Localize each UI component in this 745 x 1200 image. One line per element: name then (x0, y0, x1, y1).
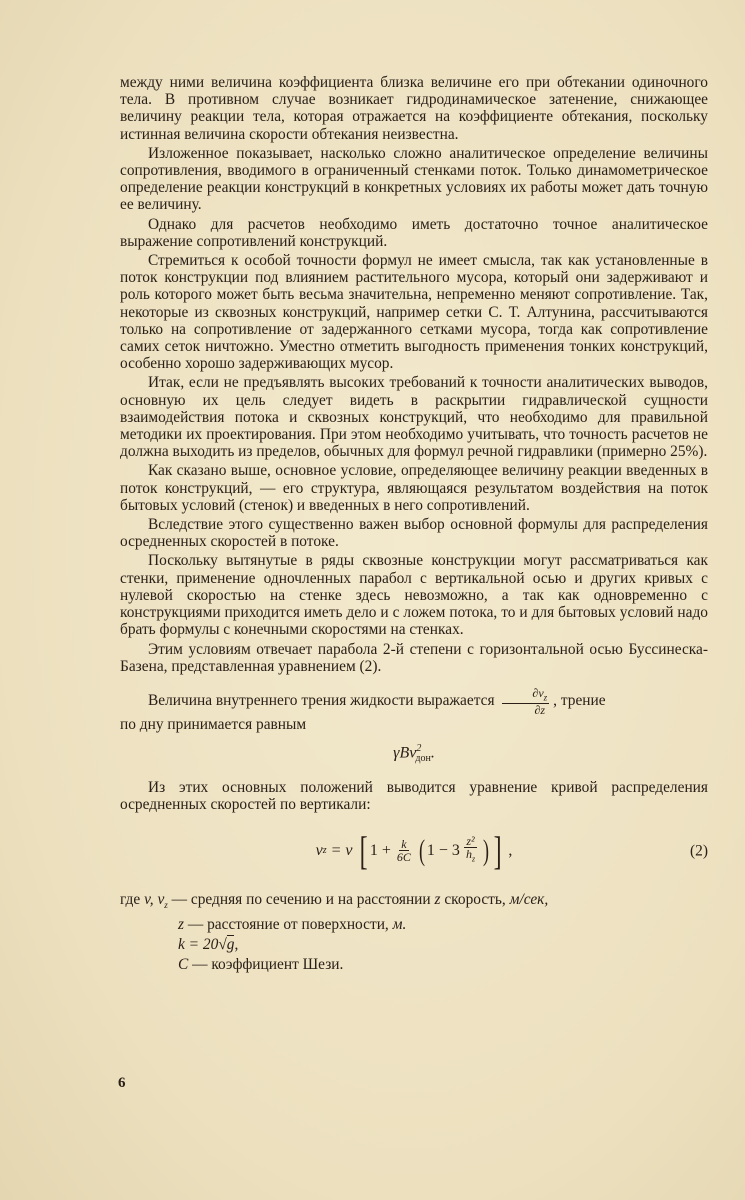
z-over-h-fraction: $\frac{\text{z²}}{h_z}$ (465, 834, 476, 864)
definitions-list (120, 890, 708, 975)
paragraph-7: Вследствие этого существенно важен выбор основной формулы для распределения осредненных скоростей в потоке. (120, 516, 708, 551)
friction-paragraph (120, 687, 708, 716)
paragraph-3: Однако для расчетов необходимо иметь достаточно точное аналитическое выражение сопротивлений конструкций. (120, 215, 708, 250)
page-number: 6 (118, 1075, 126, 1091)
paragraph-5: Итак, если не предъявлять высоких требований к точности аналитических выводов, основную их цель следует видеть в раскрытии гидравлической сущности взаимодействия потока и сквозных конструкций, что необходимо для правильной методики их проектирования. При этом необходимо учитывать, что точность расчетов не должна выходить из пределов, обычных для формул речной гидравлики (примерно 25%). (120, 374, 708, 461)
paragraph-9: Этим условиям отвечает парабола 2-й степени с горизонтальной осью Буссинеска-Базена, представленная уравнением (2). (120, 640, 708, 675)
definition-chezy: C — коэффициент Шези. (178, 955, 344, 973)
friction-text-before: Величина внутреннего трения жидкости выражается (148, 692, 495, 710)
paragraph-6: Как сказано выше, основное условие, определяющее величину реакции введенных в поток конструкций, — его структура, являющаяся результатом воздействия на поток бытовых условий (стенок) и введенных в него сопротивлений. (120, 462, 708, 514)
paragraph-8: Поскольку вытянутые в ряды сквозные конструкции могут рассматриваться как стенки, применение одночленных парабол с вертикальной осью и других кривых с нулевой скоростью на стенке здесь невозможно, а так как одновременно с конструкциями приходится иметь дело и с ложем потока, то и для бытовых условий надо брать формулы с конечными скоростями на стенках. (120, 552, 708, 639)
derivation-paragraph: Из этих основных положений выводится уравнение кривой распределения осредненных скоростей по вертикали: (120, 779, 708, 814)
friction-fraction (502, 687, 549, 716)
bottom-friction-formula: γBv$^2_{дон}$. (393, 742, 435, 765)
definition-velocity: где v, $v_z$ — средняя по сечению и на расстоянии z скорость, м/сек, (120, 890, 549, 910)
friction-fraction-denominator: ∂z (534, 703, 546, 718)
paragraph-1: между ними величина коэффициента близка величине его при обтекании одиночного тела. В противном случае возникает гидродинамическое затенение, снижающее величину реакции тела, которая отражается на коэффициенте обтекания, поскольку истинная величина скорости обтекания неизвестна. (120, 74, 708, 143)
friction-text-after: , трение (553, 692, 606, 710)
k-over-6c-fraction: $\frac{k}{6C}$ (396, 837, 411, 865)
definition-depth: z — расстояние от поверхности, м. (178, 915, 407, 933)
definition-k: k = 20√g, (178, 935, 239, 953)
paragraph-2: Изложенное показывает, насколько сложно аналитическое определение величины сопротивления, вводимого в ограниченный стенками поток. Только динамометрическое определение реакции конструкций в конкретных условиях их работы может дать точную ее величину. (120, 144, 708, 214)
friction-line-2: по дну принимается равным (120, 716, 307, 734)
friction-fraction-numerator: $\partial v_z$ (502, 687, 549, 704)
paragraph-4: Стремиться к особой точности формул не имеет смысла, так как установленные в поток конструкции под влиянием растительного мусора, который они задерживают и роль которого может быть весьма значительна, непременно меняют сопротивление. Так, некоторые из сквозных конструкций, например сетки С. Т. Алтунина, рассчитываются только на сопротивление от задержанного сетками мусора, тогда как сопротивление самих сеток ничтожно. Уместно отметить выгодность применения тонких конструкций, особенно хорошо задерживающих мусор. (120, 252, 708, 373)
body-text (120, 74, 708, 975)
equation-number: (2) (690, 842, 708, 860)
velocity-equation-row (120, 822, 708, 880)
velocity-equation: v z = v [ 1 + $\frac{k}{6C}$ ( 1 − 3 $\frac{\text{z²}}{h_z}$ ) ] , (315, 827, 513, 873)
